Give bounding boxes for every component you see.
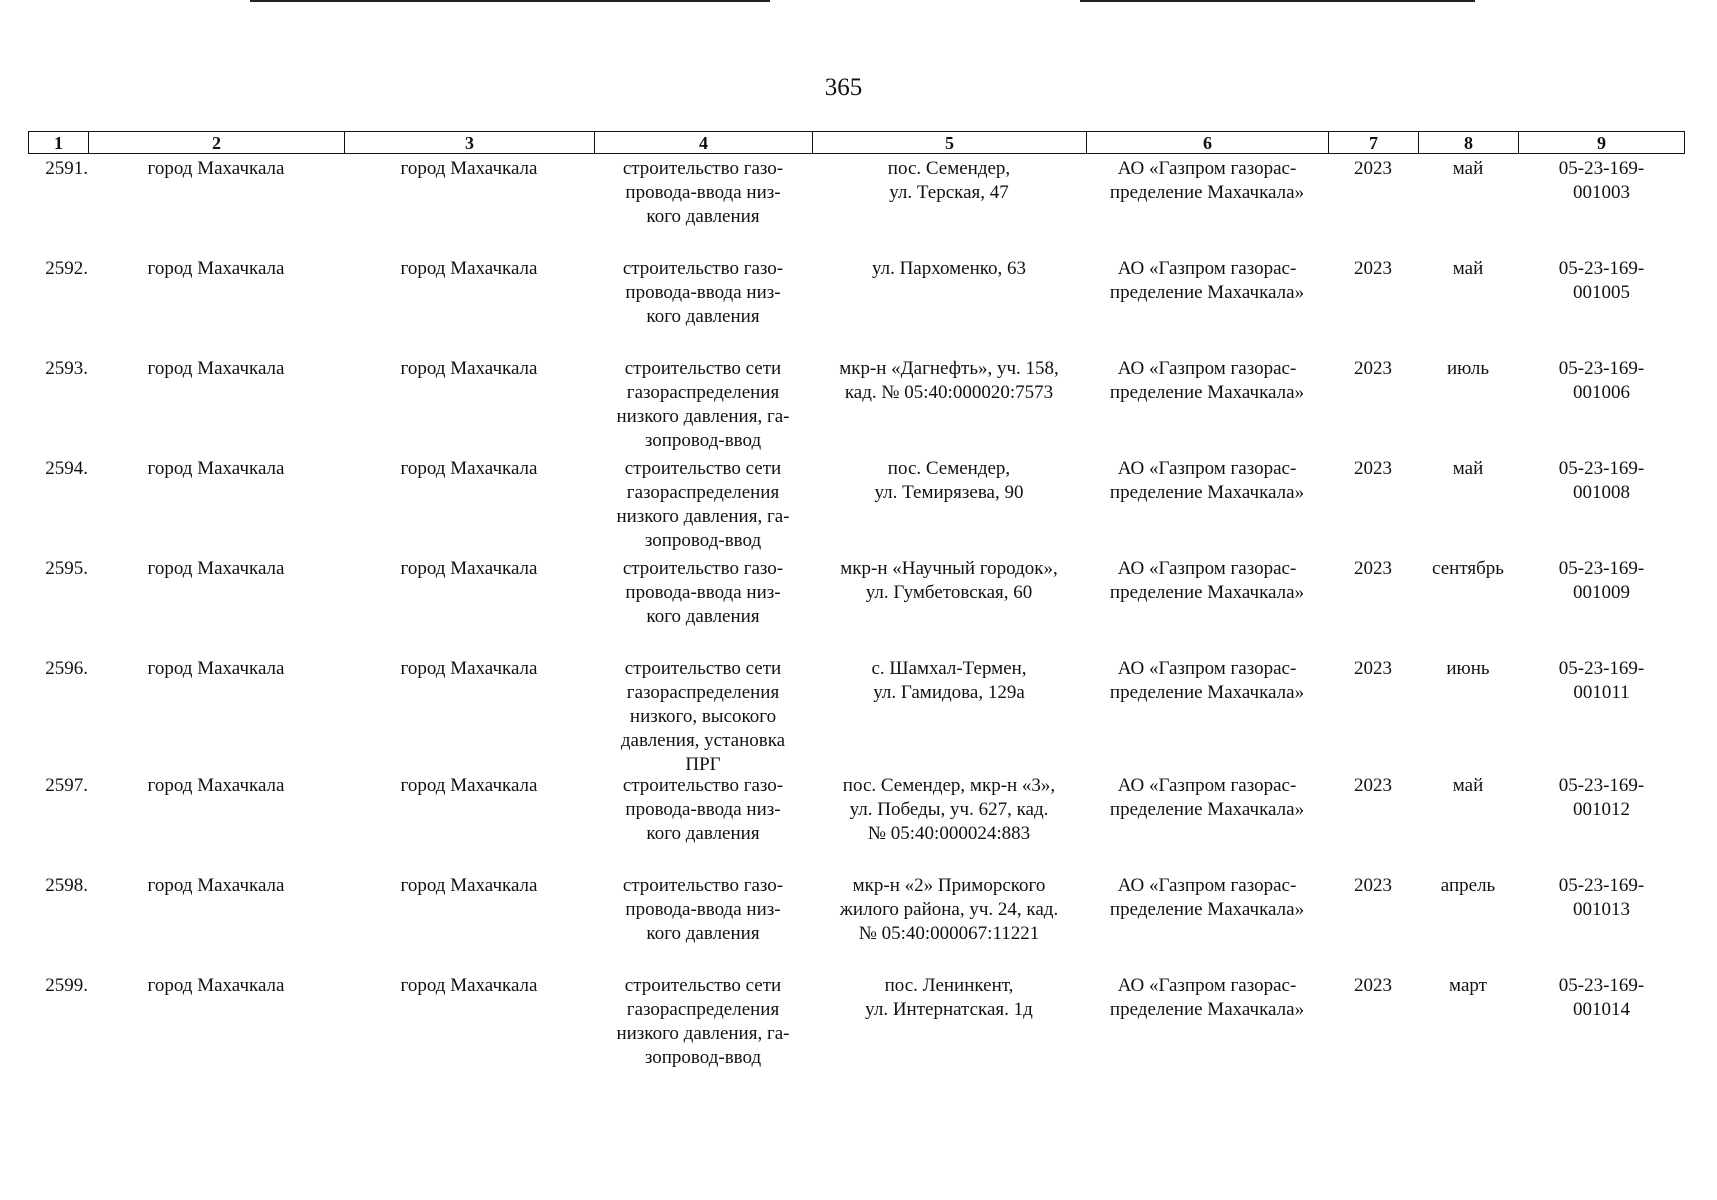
row-number: 2594. <box>45 458 88 479</box>
cell-locality: город Махачкала <box>400 358 538 379</box>
row-number: 2591. <box>45 158 88 179</box>
cell-month: май <box>1452 258 1484 279</box>
cell-line: газораспределения <box>626 482 780 503</box>
cell-work-type <box>594 257 812 329</box>
header-col-5: 5 <box>812 132 1086 153</box>
cell-line: ул. Победы, уч. 627, кад. <box>849 799 1049 820</box>
cell-locality: город Махачкала <box>400 975 538 996</box>
scan-top-rule-right <box>1080 0 1475 2</box>
header-col-6: 6 <box>1086 132 1328 153</box>
cell-work-type <box>594 357 812 453</box>
row-number: 2599. <box>45 975 88 996</box>
cell-address <box>812 557 1086 605</box>
cell-line: 001014 <box>1573 999 1630 1020</box>
cell-line: низкого давления, га- <box>616 506 790 527</box>
cell-work-type <box>594 657 812 777</box>
cell-line: 001009 <box>1573 582 1630 603</box>
cell-year: 2023 <box>1354 975 1392 996</box>
row-number: 2592. <box>45 258 88 279</box>
cell-locality: город Махачкала <box>400 458 538 479</box>
cell-line: кого давления <box>646 206 760 227</box>
cell-line: кого давления <box>646 306 760 327</box>
cell-locality: город Махачкала <box>400 158 538 179</box>
cell-month: июль <box>1446 358 1490 379</box>
cell-line: строительство сети <box>624 358 782 379</box>
cell-district: город Махачкала <box>147 775 285 796</box>
cell-line: пределение Махачкала» <box>1109 799 1305 820</box>
cell-line: АО «Газпром газорас- <box>1117 258 1297 279</box>
cell-line: строительство газо- <box>622 158 784 179</box>
cell-line: провода-ввода низ- <box>625 899 781 920</box>
cell-line: строительство сети <box>624 458 782 479</box>
cell-address <box>812 457 1086 505</box>
cell-line: зопровод-ввод <box>644 530 762 551</box>
cell-month: март <box>1449 975 1487 996</box>
cell-address <box>812 257 1086 281</box>
cell-line: 001005 <box>1573 282 1630 303</box>
header-col-3: 3 <box>344 132 594 153</box>
cell-locality: город Махачкала <box>400 875 538 896</box>
cell-work-type <box>594 774 812 846</box>
cell-locality: город Махачкала <box>400 775 538 796</box>
cell-organization <box>1086 657 1328 705</box>
cell-month: сентябрь <box>1432 558 1504 579</box>
cell-district: город Махачкала <box>147 558 285 579</box>
cell-year: 2023 <box>1354 158 1392 179</box>
cell-line: пос. Семендер, <box>887 458 1011 479</box>
cell-line: 001008 <box>1573 482 1630 503</box>
cell-line: АО «Газпром газорас- <box>1117 975 1297 996</box>
cell-line: ул. Интернатская. 1д <box>865 999 1033 1020</box>
cell-code <box>1518 257 1685 305</box>
cell-line: АО «Газпром газорас- <box>1117 875 1297 896</box>
header-col-7: 7 <box>1328 132 1418 153</box>
cell-line: зопровод-ввод <box>644 1047 762 1068</box>
cell-line: ул. Терская, 47 <box>889 182 1009 203</box>
cell-locality: город Махачкала <box>400 258 538 279</box>
table-header <box>28 131 1685 154</box>
header-col-8: 8 <box>1418 132 1518 153</box>
cell-address <box>812 357 1086 405</box>
cell-line: 001011 <box>1573 682 1630 703</box>
cell-line: 05-23-169- <box>1558 775 1645 796</box>
cell-line: АО «Газпром газорас- <box>1117 658 1297 679</box>
cell-district: город Махачкала <box>147 258 285 279</box>
cell-line: 001013 <box>1573 899 1630 920</box>
cell-line: мкр-н «Научный городок», <box>840 558 1058 579</box>
cell-month: май <box>1452 158 1484 179</box>
cell-line: 05-23-169- <box>1558 358 1645 379</box>
cell-organization <box>1086 557 1328 605</box>
cell-line: кого давления <box>646 823 760 844</box>
cell-locality: город Махачкала <box>400 558 538 579</box>
cell-organization <box>1086 157 1328 205</box>
cell-district: город Махачкала <box>147 975 285 996</box>
header-col-2: 2 <box>88 132 344 153</box>
cell-month: май <box>1452 458 1484 479</box>
header-col-4: 4 <box>594 132 812 153</box>
cell-year: 2023 <box>1354 458 1392 479</box>
cell-year: 2023 <box>1354 358 1392 379</box>
cell-code <box>1518 357 1685 405</box>
cell-district: город Махачкала <box>147 458 285 479</box>
cell-line: жилого района, уч. 24, кад. <box>839 899 1059 920</box>
cell-line: строительство газо- <box>622 775 784 796</box>
cell-organization <box>1086 257 1328 305</box>
cell-year: 2023 <box>1354 658 1392 679</box>
cell-district: город Махачкала <box>147 658 285 679</box>
cell-line: низкого давления, га- <box>616 1023 790 1044</box>
cell-work-type <box>594 874 812 946</box>
cell-month: апрель <box>1440 875 1496 896</box>
cell-line: АО «Газпром газорас- <box>1117 458 1297 479</box>
cell-line: пределение Махачкала» <box>1109 682 1305 703</box>
cell-line: кад. № 05:40:000020:7573 <box>844 382 1054 403</box>
cell-organization <box>1086 357 1328 405</box>
cell-line: кого давления <box>646 923 760 944</box>
cell-line: провода-ввода низ- <box>625 582 781 603</box>
cell-organization <box>1086 457 1328 505</box>
cell-code <box>1518 157 1685 205</box>
cell-line: № 05:40:000067:11221 <box>858 923 1040 944</box>
cell-line: строительство газо- <box>622 875 784 896</box>
cell-line: пределение Махачкала» <box>1109 382 1305 403</box>
cell-line: мкр-н «2» Приморского <box>852 875 1046 896</box>
cell-line: пределение Махачкала» <box>1109 582 1305 603</box>
cell-line: строительство газо- <box>622 258 784 279</box>
cell-line: 05-23-169- <box>1558 558 1645 579</box>
cell-work-type <box>594 157 812 229</box>
cell-line: газораспределения <box>626 382 780 403</box>
scan-top-rule-left <box>250 0 770 2</box>
cell-line: пределение Махачкала» <box>1109 899 1305 920</box>
cell-address <box>812 974 1086 1022</box>
cell-line: давления, установка <box>620 730 786 751</box>
cell-line: строительство сети <box>624 975 782 996</box>
cell-year: 2023 <box>1354 875 1392 896</box>
cell-code <box>1518 774 1685 822</box>
cell-line: 05-23-169- <box>1558 458 1645 479</box>
cell-line: строительство газо- <box>622 558 784 579</box>
cell-code <box>1518 974 1685 1022</box>
cell-address <box>812 874 1086 946</box>
cell-year: 2023 <box>1354 558 1392 579</box>
cell-organization <box>1086 974 1328 1022</box>
cell-line: ул. Гамидова, 129а <box>873 682 1025 703</box>
cell-line: провода-ввода низ- <box>625 799 781 820</box>
cell-line: пределение Махачкала» <box>1109 182 1305 203</box>
row-number: 2596. <box>45 658 88 679</box>
cell-code <box>1518 874 1685 922</box>
cell-line: АО «Газпром газорас- <box>1117 358 1297 379</box>
cell-line: провода-ввода низ- <box>625 282 781 303</box>
cell-locality: город Махачкала <box>400 658 538 679</box>
cell-line: 05-23-169- <box>1558 658 1645 679</box>
row-number: 2595. <box>45 558 88 579</box>
cell-line: ул. Темирязева, 90 <box>874 482 1024 503</box>
cell-line: кого давления <box>646 606 760 627</box>
cell-year: 2023 <box>1354 775 1392 796</box>
cell-line: газораспределения <box>626 682 780 703</box>
cell-line: пределение Махачкала» <box>1109 999 1305 1020</box>
header-col-9: 9 <box>1518 132 1685 153</box>
cell-line: № 05:40:000024:883 <box>867 823 1031 844</box>
cell-address <box>812 157 1086 205</box>
cell-line: низкого давления, га- <box>616 406 790 427</box>
cell-line: 05-23-169- <box>1558 975 1645 996</box>
cell-organization <box>1086 774 1328 822</box>
cell-line: АО «Газпром газорас- <box>1117 158 1297 179</box>
cell-work-type <box>594 557 812 629</box>
cell-month: май <box>1452 775 1484 796</box>
cell-line: пос. Семендер, мкр-н «3», <box>842 775 1056 796</box>
cell-line: пределение Махачкала» <box>1109 282 1305 303</box>
cell-line: пос. Семендер, <box>887 158 1011 179</box>
cell-district: город Махачкала <box>147 875 285 896</box>
cell-code <box>1518 657 1685 705</box>
cell-line: 05-23-169- <box>1558 158 1645 179</box>
cell-line: ул. Пархоменко, 63 <box>871 258 1027 279</box>
cell-line: ул. Гумбетовская, 60 <box>865 582 1033 603</box>
cell-line: 001006 <box>1573 382 1630 403</box>
page-number: 365 <box>824 74 863 101</box>
row-number: 2597. <box>45 775 88 796</box>
header-col-1: 1 <box>28 132 88 153</box>
cell-line: мкр-н «Дагнефть», уч. 158, <box>839 358 1059 379</box>
cell-work-type <box>594 457 812 553</box>
cell-line: низкого, высокого <box>629 706 777 727</box>
row-number: 2593. <box>45 358 88 379</box>
cell-address <box>812 657 1086 705</box>
cell-address <box>812 774 1086 846</box>
cell-organization <box>1086 874 1328 922</box>
cell-line: АО «Газпром газорас- <box>1117 558 1297 579</box>
cell-code <box>1518 557 1685 605</box>
cell-line: с. Шамхал-Термен, <box>871 658 1027 679</box>
cell-line: строительство сети <box>624 658 782 679</box>
cell-month: июнь <box>1446 658 1490 679</box>
cell-line: ПРГ <box>685 754 721 775</box>
cell-line: 05-23-169- <box>1558 258 1645 279</box>
row-number: 2598. <box>45 875 88 896</box>
cell-code <box>1518 457 1685 505</box>
cell-line: зопровод-ввод <box>644 430 762 451</box>
cell-district: город Махачкала <box>147 158 285 179</box>
cell-year: 2023 <box>1354 258 1392 279</box>
cell-district: город Махачкала <box>147 358 285 379</box>
cell-line: провода-ввода низ- <box>625 182 781 203</box>
cell-line: 05-23-169- <box>1558 875 1645 896</box>
cell-line: пос. Ленинкент, <box>884 975 1014 996</box>
cell-line: газораспределения <box>626 999 780 1020</box>
cell-line: 001012 <box>1573 799 1630 820</box>
cell-line: 001003 <box>1573 182 1630 203</box>
cell-line: АО «Газпром газорас- <box>1117 775 1297 796</box>
cell-line: пределение Махачкала» <box>1109 482 1305 503</box>
cell-work-type <box>594 974 812 1070</box>
